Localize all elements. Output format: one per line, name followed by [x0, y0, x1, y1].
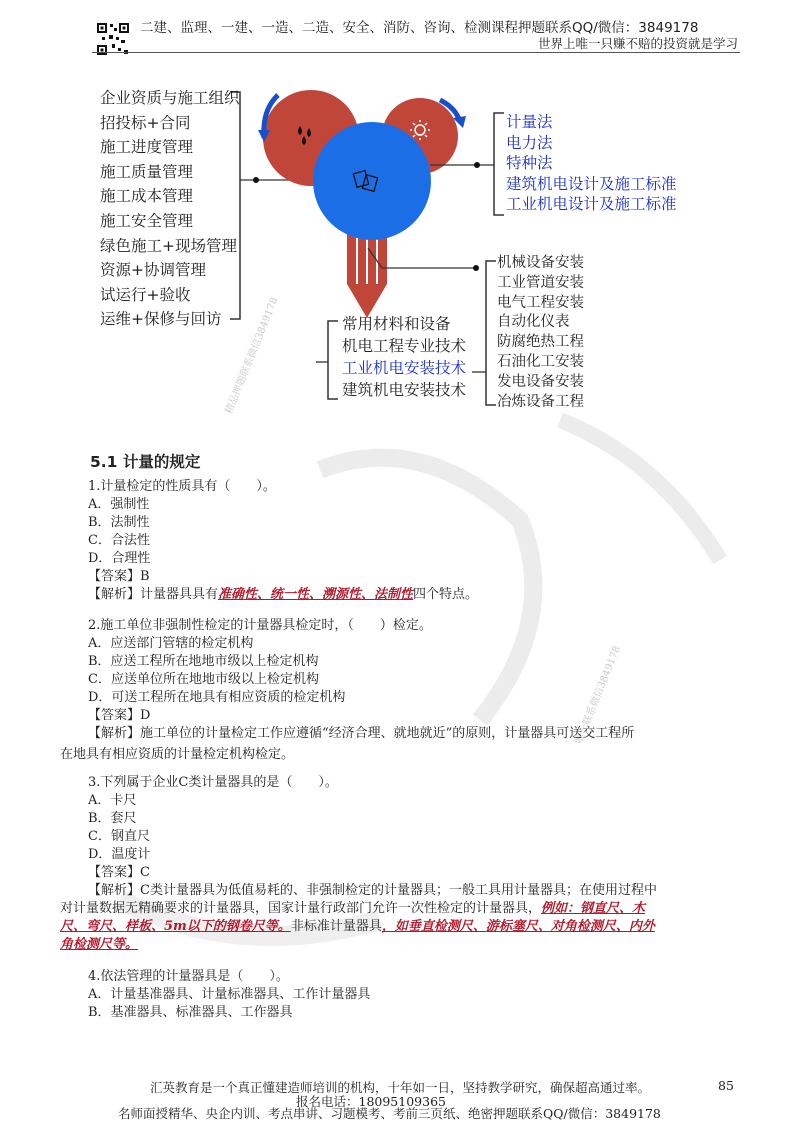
industrial-topic: 发电设备安装	[497, 373, 584, 390]
law-topic: 电力法	[506, 133, 553, 152]
option: B．套尺	[88, 811, 137, 826]
header-slogan: 世界上唯一只赚不赔的投资就是学习	[537, 36, 738, 51]
left-topic: 绿色施工+现场管理	[100, 236, 237, 255]
option: C．合法性	[88, 533, 150, 548]
option: D．温度计	[88, 847, 151, 862]
industrial-topic: 机械设备安装	[497, 255, 584, 271]
law-topic: 计量法	[506, 113, 553, 131]
option: B．应送工程所在地地市级以上检定机构	[88, 654, 319, 669]
answer: 【答案】B	[88, 569, 150, 584]
left-topic: 企业资质与施工组织	[100, 89, 240, 107]
law-topic: 特种法	[506, 154, 553, 172]
question-stem: 2.施工单位非强制性检定的计量器具检定时，（ ）检定。	[88, 618, 432, 633]
option: A．应送部门管辖的检定机构	[88, 636, 254, 651]
option: B．法制性	[88, 515, 150, 530]
analysis-text: 四个特点。	[413, 587, 479, 602]
left-topic: 施工成本管理	[100, 187, 194, 206]
industrial-topic: 防腐绝热工程	[497, 334, 584, 351]
left-topic: 资源+协调管理	[100, 261, 206, 280]
option: A．计量基准器具、计量标准器具、工作计量器具	[88, 987, 371, 1002]
question-stem: 4.依法管理的计量器具是（ ）。	[88, 969, 289, 984]
option: C．钢直尺	[88, 829, 150, 844]
answer: 【答案】C	[88, 865, 150, 880]
law-topic: 工业机电设计及施工标准	[506, 195, 677, 213]
option: D．可送工程所在地具有相应资质的检定机构	[88, 690, 346, 705]
analysis-highlight: 尺、弯尺、样板、5m以下的钢卷尺等。	[60, 919, 291, 934]
law-topic: 建筑机电设计及施工标准	[506, 174, 677, 193]
left-topic: 运维+保修与回访	[100, 310, 222, 329]
option: A．卡尺	[88, 793, 137, 808]
question-3	[88, 774, 657, 900]
industrial-topic: 石油化工安装	[497, 353, 584, 370]
analysis-text: 对计量数据无精确要求的计量器具，国家计量行政部门允许一次性检定的计量器具，	[60, 901, 542, 916]
left-topic: 施工安全管理	[100, 211, 194, 230]
option: C．应送单位所在地地市级以上检定机构	[88, 672, 319, 687]
analysis-highlight: 例如：钢直尺、木	[541, 901, 646, 916]
option: B．基准器具、标准器具、工作器具	[88, 1005, 293, 1020]
page-number: 85	[718, 1078, 734, 1093]
left-topic: 试运行+验收	[100, 285, 191, 304]
watermark-text: 唯一联系微信3849178	[573, 644, 624, 746]
question-1	[88, 478, 478, 604]
header-contact-line: 二建、监理、一建、一造、二造、安全、消防、咨询、检测课程押题联系QQ/微信：3849178	[140, 20, 699, 36]
tech-topic: 工业机电安装技术	[342, 359, 467, 377]
analysis-text: 非标准计量器具	[290, 919, 382, 934]
watermark-text: 精品押题联系微信3849178	[223, 296, 281, 416]
analysis-highlight: 准确性、统一性、溯源性、法制性	[218, 587, 414, 602]
footer-slogan: 汇英教育是一个真正懂建造师培训的机构，十年如一日，坚持教学研究，确保超高通过率。	[150, 1080, 651, 1095]
tech-topic: 常用材料和设备	[342, 315, 451, 333]
answer: 【答案】D	[88, 708, 151, 723]
option: A．强制性	[88, 497, 150, 512]
analysis-highlight: ，如垂直检测尺、游标塞尺、对角检测尺、内外	[381, 919, 655, 934]
industrial-topic: 电气工程安装	[497, 294, 584, 311]
question-stem: 3.下列属于企业C类计量器具的是（ ）。	[88, 775, 338, 790]
analysis-highlight: 角检测尺等。	[60, 937, 139, 952]
question-4	[88, 968, 370, 1022]
left-topic: 招投标+合同	[100, 113, 191, 132]
tech-topic: 机电工程专业技术	[342, 337, 467, 355]
industrial-topic: 自动化仪表	[497, 314, 570, 331]
footer-contact: 名师面授精华、央企内训、考点串讲、习题模考、考前三页纸、绝密押题联系QQ/微信：3849178	[118, 1106, 661, 1121]
analysis	[88, 586, 478, 604]
tech-topic: 建筑机电安装技术	[342, 381, 467, 399]
analysis-continued: 在地具有相应资质的计量检定机构检定。	[60, 747, 295, 762]
question-2	[88, 617, 634, 743]
analysis-text: 【解析】计量器具具有	[88, 587, 219, 602]
analysis-continued	[60, 900, 655, 954]
analysis: 【解析】C类计量器具为低值易耗的、非强制检定的计量器具；一般工具用计量器具；在使用过程中	[88, 883, 657, 898]
section-title: 5.1 计量的规定	[90, 453, 201, 471]
question-stem: 1.计量检定的性质具有（ ）。	[88, 479, 276, 494]
footer-phone: 报名电话：18095109365	[296, 1094, 446, 1109]
industrial-topic: 工业管道安装	[497, 274, 584, 291]
analysis: 【解析】施工单位的计量检定工作应遵循“经济合理、就地就近”的原则，计量器具可送交工程所	[88, 726, 635, 741]
industrial-topic: 冶炼设备工程	[497, 393, 584, 410]
option: D．合理性	[88, 551, 151, 566]
left-topic: 施工质量管理	[100, 162, 194, 181]
left-topic: 施工进度管理	[100, 138, 194, 157]
